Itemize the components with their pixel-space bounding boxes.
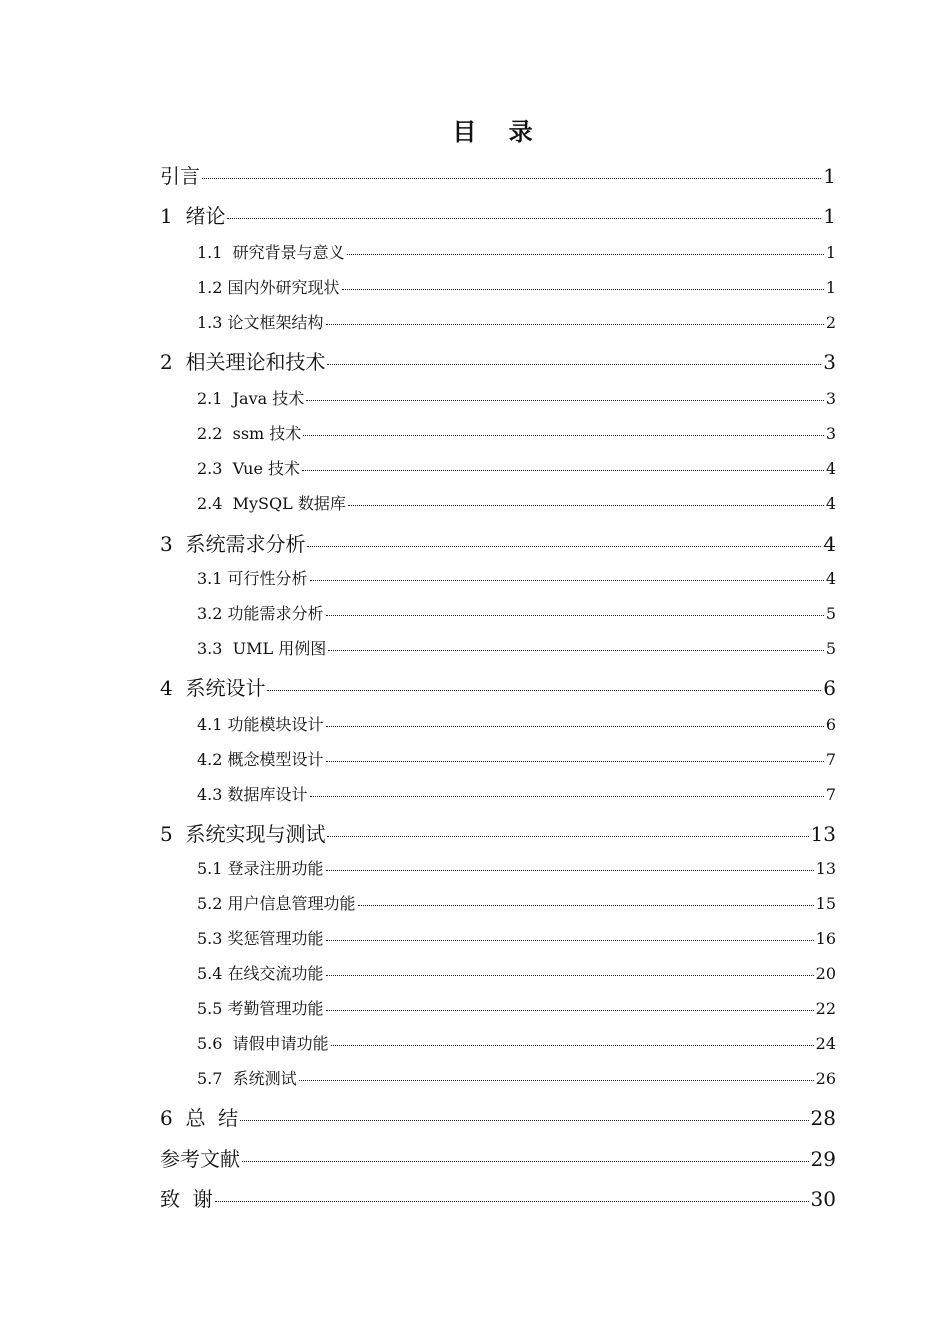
- toc-entry[interactable]: [160, 1143, 836, 1171]
- toc-entry-label: 1 绪论: [160, 204, 226, 228]
- toc-entry-page: 13: [815, 859, 836, 878]
- toc-entry-page: 7: [825, 750, 836, 769]
- toc-entry-label: 5.6 请假申请功能: [197, 1034, 329, 1053]
- toc-entry[interactable]: [160, 1183, 836, 1211]
- toc-leader-dots: [327, 836, 808, 837]
- toc-entry-label: 5.5 考勤管理功能: [197, 999, 324, 1018]
- toc-leader-dots: [306, 400, 824, 401]
- toc-leader-dots: [307, 546, 821, 547]
- toc-entry[interactable]: [197, 1066, 836, 1088]
- toc-entry-label: 引言: [160, 164, 200, 188]
- toc-entry[interactable]: [197, 926, 836, 948]
- toc-leader-dots: [326, 975, 814, 976]
- toc-leader-dots: [326, 940, 814, 941]
- toc-entry-page: 6: [825, 715, 836, 734]
- toc-entry-page: 15: [815, 894, 836, 913]
- toc-leader-dots: [347, 254, 824, 255]
- toc-leader-dots: [310, 796, 824, 797]
- toc-entry[interactable]: [160, 818, 836, 846]
- toc-entry[interactable]: [197, 491, 836, 513]
- toc-entry-label: 2.3 Vue 技术: [197, 459, 301, 478]
- toc-entry-page: 26: [815, 1069, 836, 1088]
- toc-entry-page: 5: [825, 604, 836, 623]
- toc-leader-dots: [240, 1120, 808, 1121]
- toc-entry[interactable]: [160, 672, 836, 700]
- toc-entry-label: 3.2 功能需求分析: [197, 604, 324, 623]
- toc-entry-label: 4.1 功能模块设计: [197, 715, 324, 734]
- toc-entry-label: 致 谢: [160, 1187, 213, 1211]
- toc-entry-page: 4: [825, 459, 836, 478]
- toc-entry-label: 4 系统设计: [160, 676, 266, 700]
- toc-entry-label: 1.1 研究背景与意义: [197, 243, 345, 262]
- toc-entry[interactable]: [197, 856, 836, 878]
- toc-leader-dots: [331, 1045, 814, 1046]
- toc-entry[interactable]: [197, 456, 836, 478]
- toc-leader-dots: [299, 1080, 814, 1081]
- toc-entry-label: 6 总 结: [160, 1106, 239, 1130]
- toc-entry-label: 5.2 用户信息管理功能: [197, 894, 356, 913]
- toc-entry-label: 2.1 Java 技术: [197, 389, 305, 408]
- toc-entry-page: 20: [815, 964, 836, 983]
- toc-entry[interactable]: [197, 310, 836, 332]
- toc-entry-label: 1.3 论文框架结构: [197, 313, 324, 332]
- toc-entry[interactable]: [160, 1102, 836, 1130]
- toc-leader-dots: [215, 1201, 809, 1202]
- toc-entry[interactable]: [197, 747, 836, 769]
- toc-leader-dots: [348, 505, 824, 506]
- toc-entry[interactable]: [197, 782, 836, 804]
- toc-leader-dots: [326, 761, 824, 762]
- toc-entry-label: 5.4 在线交流功能: [197, 964, 324, 983]
- toc-entry-page: 1: [825, 243, 836, 262]
- toc-entry[interactable]: [160, 200, 836, 228]
- toc-entry[interactable]: [197, 386, 836, 408]
- toc-entry-label: 5.7 系统测试: [197, 1069, 297, 1088]
- toc-entry-label: 3 系统需求分析: [160, 532, 306, 556]
- toc-entry-label: 参考文献: [160, 1147, 240, 1171]
- toc-entry-page: 28: [810, 1106, 836, 1130]
- toc-entry[interactable]: [197, 636, 836, 658]
- toc-entry-page: 6: [823, 676, 836, 700]
- toc-entry-label: 5 系统实现与测试: [160, 822, 326, 846]
- toc-leader-dots: [242, 1161, 809, 1162]
- toc-leader-dots: [326, 726, 824, 727]
- toc-entry[interactable]: [197, 712, 836, 734]
- toc-entry[interactable]: [197, 275, 836, 297]
- toc-leader-dots: [328, 650, 824, 651]
- toc-entry[interactable]: [197, 566, 836, 588]
- toc-entry-page: 7: [825, 785, 836, 804]
- toc-entry-page: 3: [823, 350, 836, 374]
- toc-entry[interactable]: [197, 996, 836, 1018]
- toc-entry-page: 5: [825, 639, 836, 658]
- toc-entry-label: 2 相关理论和技术: [160, 350, 326, 374]
- toc-entry-page: 22: [815, 999, 836, 1018]
- toc-entry-page: 4: [825, 494, 836, 513]
- toc-leader-dots: [227, 218, 821, 219]
- toc-leader-dots: [302, 470, 824, 471]
- page-title: 目 录: [452, 118, 545, 146]
- toc-entry[interactable]: [197, 421, 836, 443]
- toc-entry-page: 1: [823, 204, 836, 228]
- toc-leader-dots: [326, 615, 824, 616]
- toc-entry-label: 1.2 国内外研究现状: [197, 278, 340, 297]
- toc-entry-label: 3.3 UML 用例图: [197, 639, 327, 658]
- toc-entry-page: 2: [825, 313, 836, 332]
- toc-leader-dots: [342, 289, 824, 290]
- toc-leader-dots: [326, 324, 824, 325]
- toc-entry-page: 29: [810, 1147, 836, 1171]
- toc-entry-label: 3.1 可行性分析: [197, 569, 308, 588]
- toc-entry-label: 4.3 数据库设计: [197, 785, 308, 804]
- toc-entry-label: 5.3 奖惩管理功能: [197, 929, 324, 948]
- toc-entry[interactable]: [197, 961, 836, 983]
- toc-entry-page: 1: [825, 278, 836, 297]
- toc-entry-page: 13: [810, 822, 836, 846]
- toc-entry[interactable]: [197, 891, 836, 913]
- toc-leader-dots: [202, 178, 821, 179]
- toc-leader-dots: [326, 870, 814, 871]
- toc-entry-page: 3: [825, 389, 836, 408]
- toc-entry-label: 2.2 ssm 技术: [197, 424, 302, 443]
- toc-entry-page: 30: [810, 1187, 836, 1211]
- toc-entry-page: 24: [815, 1034, 836, 1053]
- toc-entry[interactable]: [160, 528, 836, 556]
- toc-entry-label: 4.2 概念模型设计: [197, 750, 324, 769]
- toc-leader-dots: [303, 435, 824, 436]
- toc-entry-label: 5.1 登录注册功能: [197, 859, 324, 878]
- toc-entry[interactable]: [197, 601, 836, 623]
- toc-leader-dots: [327, 364, 821, 365]
- toc-entry[interactable]: [197, 1031, 836, 1053]
- toc-entry-page: 4: [823, 532, 836, 556]
- toc-entry[interactable]: [160, 160, 836, 188]
- toc-entry-page: 3: [825, 424, 836, 443]
- toc-leader-dots: [310, 580, 824, 581]
- toc-leader-dots: [358, 905, 814, 906]
- toc-entry[interactable]: [160, 346, 836, 374]
- toc-entry-label: 2.4 MySQL 数据库: [197, 494, 346, 513]
- toc-leader-dots: [326, 1010, 814, 1011]
- toc-entry-page: 4: [825, 569, 836, 588]
- toc-entry[interactable]: [197, 240, 836, 262]
- toc-entry-page: 16: [815, 929, 836, 948]
- toc-entry-page: 1: [823, 164, 836, 188]
- toc-leader-dots: [267, 690, 821, 691]
